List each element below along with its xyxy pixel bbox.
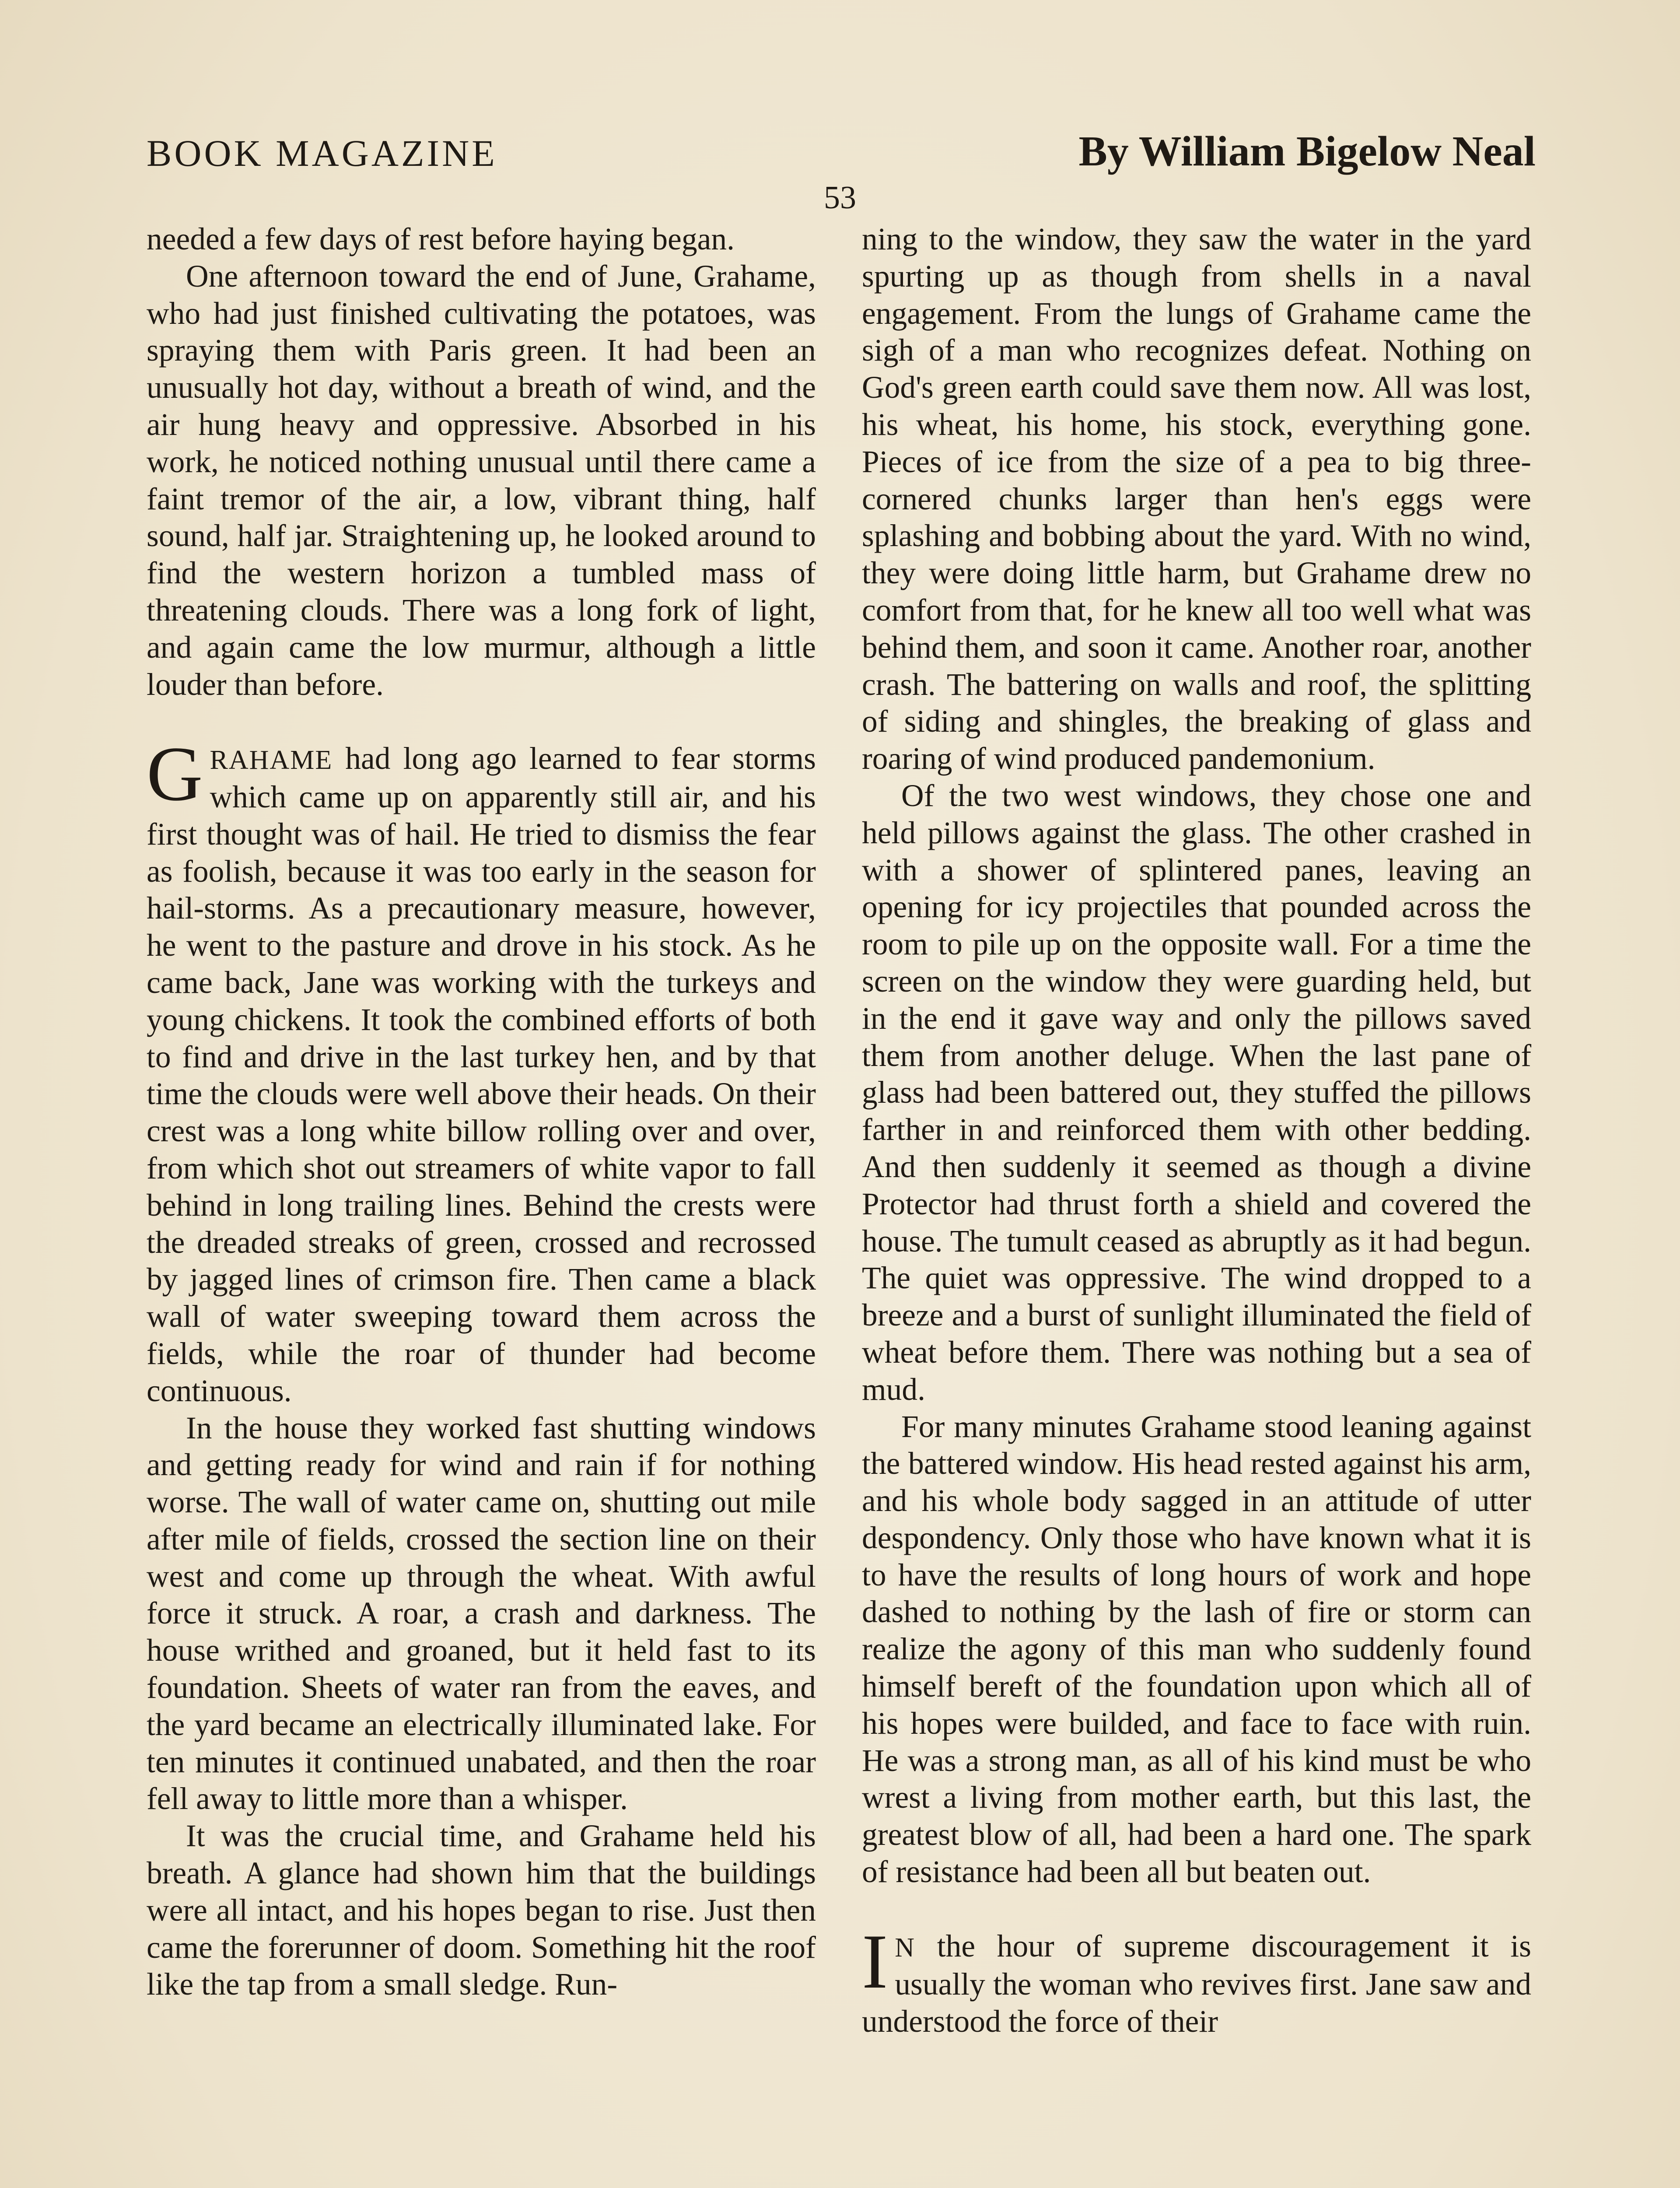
paragraph-text: the hour of supreme discouragement it is usually the woman who revives first. Jane saw and understood the force of their: [862, 1929, 1531, 2039]
right-column: [862, 221, 1531, 2041]
paragraph-text: had long ago learned to fear storms which came up on apparently still air, and his first thought was of hail. He tried to dismiss the fear as foolish, because it was too early in the season for hail-storms. As a precautionary measure, however, he went to the pasture and drove in his stock. As he came back, Jane was working with the turkeys and young chickens. It took the combined efforts of both to find and drive in the last turkey hen, and by that time the clouds were well above their heads. On their crest was a long white billow rolling over and over, from which shot out streamers of white vapor to fall behind in long trailing lines. Behind the crests were the dreaded streaks of green, crossed and recrossed by jagged lines of crimson fire. Then came a black wall of water sweeping toward them across the fields, while the roar of thunder had become continuous.: [147, 741, 816, 1408]
magazine-title: BOOK MAGAZINE: [147, 132, 497, 174]
small-caps-lead: N: [895, 1932, 916, 1963]
paragraph-with-drop-cap: [862, 1918, 1531, 2041]
paragraph-with-drop-cap: [147, 730, 816, 1410]
paragraph: needed a few days of rest before haying began.: [147, 222, 735, 256]
drop-cap: I: [862, 1918, 888, 2005]
paragraph: ning to the window, they saw the water in the yard spurting up as though from shells in a naval engagement. From the lungs of Grahame came the sigh of a man who recognizes defeat. Nothing on God's green earth could save them now. All was lost, his wheat, his home, his stock, everything gone. Pieces of ice from the size of a pea to big three-cornered chunks larger than hen's eggs were splashing and bobbing about the yard. With no wind, they were doing little harm, but Grahame drew no comfort from that, for he knew all too well what was behind them, and soon it came. Another roar, another crash. The battering on walls and roof, the splitting of siding and shingles, the breaking of glass and roaring of wind produced pandemonium.: [862, 222, 1531, 776]
paragraph: For many minutes Grahame stood leaning against the battered window. His head rested against his arm, and his whole body sagged in an attitude of utter despondency. Only those who have known what it is to have the results of long hours of work and hope dashed to nothing by the lash of fire or storm can realize the agony of this man who suddenly found himself bereft of the foundation upon which all of his hopes were builded, and face to face with ruin. He was a strong man, as all of his kind must be who wrest a living from mother earth, but this last, the greatest blow of all, had been a hard one. The spark of resistance had been all but beaten out.: [862, 1409, 1531, 1890]
paragraph: In the house they worked fast shutting windows and getting ready for wind and rain if for nothing worse. The wall of water came on, shutting out mile after mile of fields, crossed the section line on their west and come up through the wheat. With awful force it struck. A roar, a crash and darkness. The house writhed and groaned, but it held fast to its foundation. Sheets of water ran from the eaves, and the yard became an electrically illuminated lake. For ten minutes it continued unabated, and then the roar fell away to little more than a whisper.: [147, 1410, 816, 1816]
paragraph: One afternoon toward the end of June, Grahame, who had just finished cultivating the potatoes, was spraying them with Paris green. It had been an unusually hot day, without a breath of wind, and the air hung heavy and oppressive. Absorbed in his work, he noticed nothing unusual until there came a faint tremor of the air, a low, vibrant thing, half sound, half jar. Straightening up, he looked around to find the western horizon a tumbled mass of threatening clouds. There was a long fork of light, and again came the low murmur, although a little louder than before.: [147, 259, 816, 702]
paragraph: It was the crucial time, and Grahame held his breath. A glance had shown him that the buildings were all intact, and his hopes began to rise. Just then came the forerunner of doom. Something hit the roof like the tap from a small sledge. Run-: [147, 1819, 816, 2002]
small-caps-lead: RAHAME: [210, 745, 333, 775]
author-byline: By William Bigelow Neal: [1078, 128, 1536, 175]
page-number: 53: [824, 180, 856, 216]
left-column: [147, 221, 816, 2003]
drop-cap: G: [147, 730, 203, 817]
paragraph: Of the two west windows, they chose one and held pillows against the glass. The other crashed in with a shower of splintered panes, leaving an opening for icy projectiles that pounded across the room to pile up on the opposite wall. For a time the screen on the window they were guarding held, but in the end it gave way and only the pillows saved them from another deluge. When the last pane of glass had been battered out, they stuffed the pillows farther in and reinforced them with other bedding. And then suddenly it seemed as though a divine Protector had thrust forth a shield and covered the house. The tumult ceased as abruptly as it had begun. The quiet was oppressive. The wind dropped to a breeze and a burst of sunlight illuminated the field of wheat before them. There was nothing but a sea of mud.: [862, 778, 1531, 1407]
